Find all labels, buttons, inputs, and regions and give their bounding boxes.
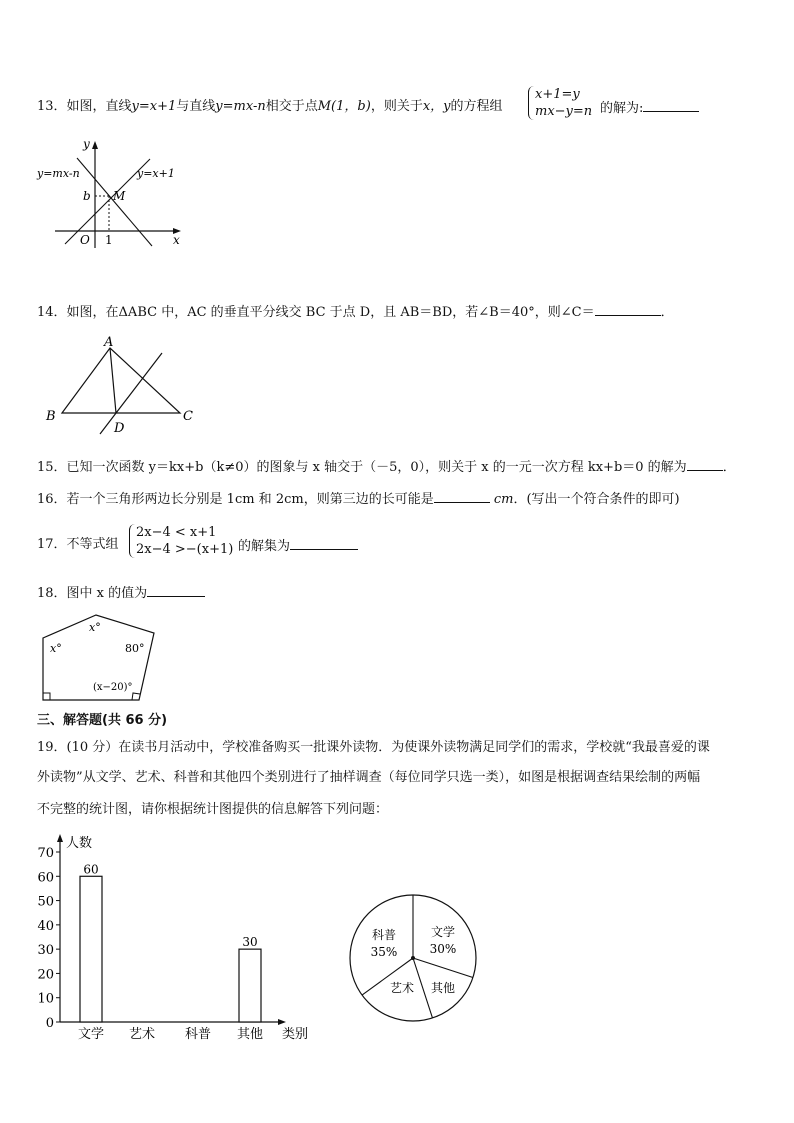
pie-slice-percent: 35%	[370, 945, 398, 959]
q14-label-a: A	[104, 335, 114, 350]
q13-post	[600, 99, 699, 117]
bar-data-label: 60	[83, 862, 99, 877]
pie-slice-label: 文学	[430, 925, 456, 939]
q13-mid1: 与直线	[176, 99, 216, 114]
q18-pentagon-figure	[36, 610, 166, 710]
q13-text	[37, 99, 503, 115]
q13-point: M(1，b)	[317, 99, 371, 114]
q14-label-c: C	[183, 409, 193, 424]
q13-label-y: y	[83, 137, 90, 151]
bar-y-tick-label: 10	[37, 991, 54, 1007]
q13-pre: 13．如图，直线	[37, 99, 132, 114]
q13-line2: y=mx-n	[215, 99, 266, 114]
section-title: 三、解答题(共 66 分)	[37, 713, 168, 728]
q13-label-b: b	[83, 189, 91, 203]
bar-y-tick-label: 50	[37, 894, 54, 910]
q16-answer-blank[interactable]	[434, 490, 490, 503]
q14-perp-bisector	[100, 353, 162, 434]
pie-slice-label: 艺术	[389, 981, 415, 995]
q14-end: ．	[660, 305, 674, 320]
q13-line1: y=x+1	[131, 99, 177, 114]
q13-label-1: 1	[105, 233, 113, 247]
bar-data-label: 30	[242, 935, 258, 950]
bar-y-tick-label: 0	[45, 1016, 54, 1031]
q17-post-text: 的解集为	[238, 539, 291, 554]
q18-angle-left: x°	[50, 642, 62, 655]
pie-slice-label: 其他	[430, 981, 456, 995]
q13-mid3: ，则关于	[370, 99, 423, 114]
q13-label-m: M	[113, 189, 126, 203]
q13-post-text: 的解为:	[600, 101, 644, 116]
bar-x-label: 类别	[282, 1027, 309, 1042]
q13-y-arrow	[92, 141, 98, 149]
bar-y-tick-label: 60	[37, 870, 54, 886]
q14-triangle	[62, 348, 180, 413]
bar-category-label: 其他	[236, 1027, 264, 1042]
q18-text	[37, 584, 205, 602]
bar-y-arrow	[57, 834, 63, 842]
q17-eq1: 2x−4 < x+1	[136, 525, 217, 540]
q18-right-angle-1	[43, 693, 50, 700]
q16-unit: cm	[493, 492, 514, 507]
q13-equation-system	[528, 86, 592, 120]
bar-category-label: 文学	[77, 1027, 105, 1042]
q16-body: 16．若一个三角形两边长分别是 1cm 和 2cm，则第三边的长可能是	[37, 492, 434, 507]
bar-0	[80, 876, 102, 1022]
q13-label-line2: y=mx-n	[37, 167, 80, 180]
bar-category-label: 科普	[184, 1027, 212, 1042]
q18-angle-right: 80°	[125, 642, 145, 655]
q14-text	[37, 303, 674, 321]
q13-figure	[35, 136, 195, 256]
bar-chart	[30, 834, 330, 1046]
bar-y-tick-label: 20	[37, 967, 54, 983]
q14-label-d: D	[114, 421, 125, 436]
q17-eq2: 2x−4 >−(x+1)	[136, 542, 234, 557]
bar-x-arrow	[278, 1019, 286, 1025]
q17-inequality-system	[129, 524, 233, 558]
q16-end: ．(写出一个符合条件的即可)	[513, 492, 680, 507]
q15-body: 15．已知一次函数 y＝kx+b（k≠0）的图象与 x 轴交于（－5，0），则关于 x 的一元一次方程 kx+b＝0 的解为	[37, 460, 687, 475]
pie-chart	[340, 884, 490, 1024]
q13-answer-blank[interactable]	[643, 99, 699, 112]
q19-line1: 19．(10 分）在读书月活动中，学校准备购买一批课外读物．为使课外读物满足同学们的需求，学校就“我最喜爱的课	[37, 740, 710, 755]
q13-label-x: x	[173, 233, 180, 247]
q17-pre	[37, 537, 119, 553]
q17-pre-text: 17．不等式组	[37, 537, 119, 552]
bar-y-tick-label: 40	[37, 918, 54, 934]
q13-mid4: 的方程组	[450, 99, 503, 114]
bar-3	[239, 949, 261, 1022]
q15-text	[37, 458, 736, 476]
q18-angle-top: x°	[89, 621, 101, 634]
q14-answer-blank[interactable]	[595, 303, 661, 316]
bar-category-label: 艺术	[128, 1027, 156, 1042]
q18-angle-bottom: (x−20)°	[93, 682, 133, 693]
q19-line3: 不完整的统计图，请你根据统计图提供的信息解答下列问题：	[37, 802, 389, 817]
q17-answer-blank[interactable]	[290, 537, 358, 550]
q17-post	[238, 537, 358, 555]
q13-eq2: mx−y=n	[535, 104, 593, 119]
q13-eq1: x+1=y	[535, 87, 580, 102]
q15-end: ．	[722, 460, 736, 475]
q16-text	[37, 490, 680, 508]
q19-line2: 外读物”从文学、艺术、科普和其他四个类别进行了抽样调查（每位同学只选一类），如图是根据调查结果绘制的两幅	[37, 770, 701, 785]
bar-y-tick-label: 30	[37, 943, 54, 959]
q13-label-o: O	[80, 233, 90, 247]
bar-y-tick-label: 70	[37, 846, 54, 861]
q18-answer-blank[interactable]	[147, 584, 205, 597]
q18-body: 18．图中 x 的值为	[37, 586, 148, 601]
q14-segment-ad	[110, 348, 116, 413]
q15-answer-blank[interactable]	[687, 458, 723, 471]
pie-slice-label: 科普	[371, 928, 397, 942]
q14-body: 14．如图，在ΔABC 中，AC 的垂直平分线交 BC 于点 D，且 AB＝BD，若∠B＝40°，则∠C＝	[37, 305, 595, 320]
bar-y-label: 人数	[66, 836, 93, 851]
q13-mid2: 相交于点	[265, 99, 318, 114]
q14-figure	[40, 333, 220, 441]
pie-slice-percent: 30%	[429, 942, 457, 956]
pie-center	[411, 956, 415, 960]
q13-vars: x，y	[422, 99, 451, 114]
q13-label-line1: y=x+1	[137, 167, 175, 180]
q14-label-b: B	[46, 409, 56, 424]
